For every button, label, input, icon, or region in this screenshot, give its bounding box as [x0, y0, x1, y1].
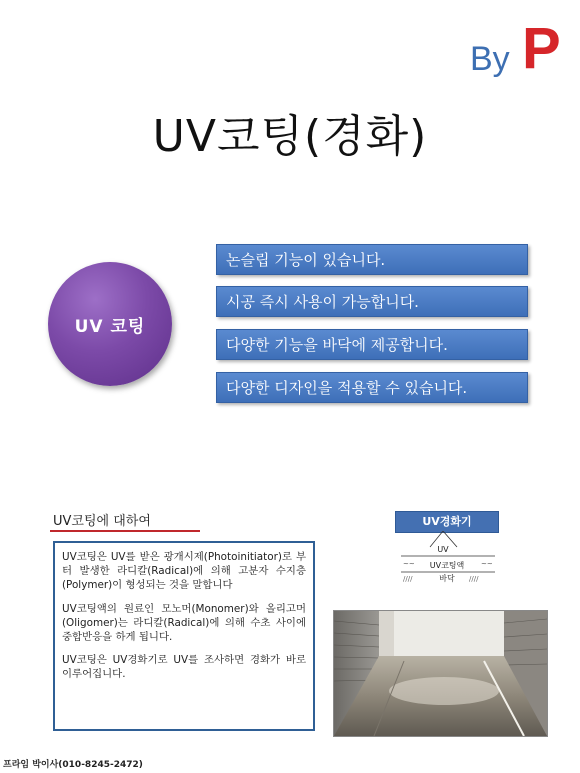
logo-p-letter: P	[522, 16, 561, 81]
feature-box-various-functions: 다양한 기능을 바닥에 제공합니다.	[216, 329, 528, 360]
uv-coating-circle	[48, 262, 172, 386]
description-paragraph: UV코팅은 UV경화기로 UV를 조사하면 경화가 바로 이루어집니다.	[62, 654, 306, 681]
coating-label: UV코팅액	[429, 561, 465, 570]
logo-by-text: By	[470, 40, 510, 78]
feature-box-nonslip: 논슬립 기능이 있습니다.	[216, 244, 528, 275]
description-box	[53, 541, 315, 731]
section-underline	[50, 530, 200, 532]
coated-floor-photo	[333, 610, 548, 737]
feature-box-various-designs: 다양한 디자인을 적용할 수 있습니다.	[216, 372, 528, 403]
brand-logo	[470, 16, 570, 81]
description-paragraph: UV코팅액의 원료인 모노머(Monomer)와 올리고머(Oligomer)는 라디칼(Radical)에 의해 수초 사이에 중합반응을 하게 됩니다.	[62, 602, 306, 644]
floor-hatch-icon: ////	[403, 575, 413, 583]
page-title: UV코팅(경화)	[152, 111, 428, 162]
feature-box-immediate-use: 시공 즉시 사용이 가능합니다.	[216, 286, 528, 317]
section-heading: UV코팅에 대하여	[53, 514, 151, 529]
footer-contact: 프라임 박이사(010-8245-2472)	[3, 760, 143, 770]
wave-mark-icon: ~~	[481, 560, 493, 568]
uv-label: UV	[437, 545, 449, 554]
floor-label: 바닥	[439, 574, 455, 583]
uv-curing-device-label: UV경화기	[395, 511, 499, 533]
description-paragraph: UV코팅은 UV를 받은 광개시제(Photoinitiator)로 부터 발생한 라디칼(Radical)에 의해 고분자 수지층(Polymer)이 형성되는 것을 말합니다	[62, 551, 306, 592]
uv-curing-diagram	[395, 531, 505, 593]
circle-label: UV 코팅	[74, 316, 146, 337]
wave-mark-icon: ~~	[403, 560, 415, 568]
floor-hatch-icon: ////	[469, 575, 479, 583]
